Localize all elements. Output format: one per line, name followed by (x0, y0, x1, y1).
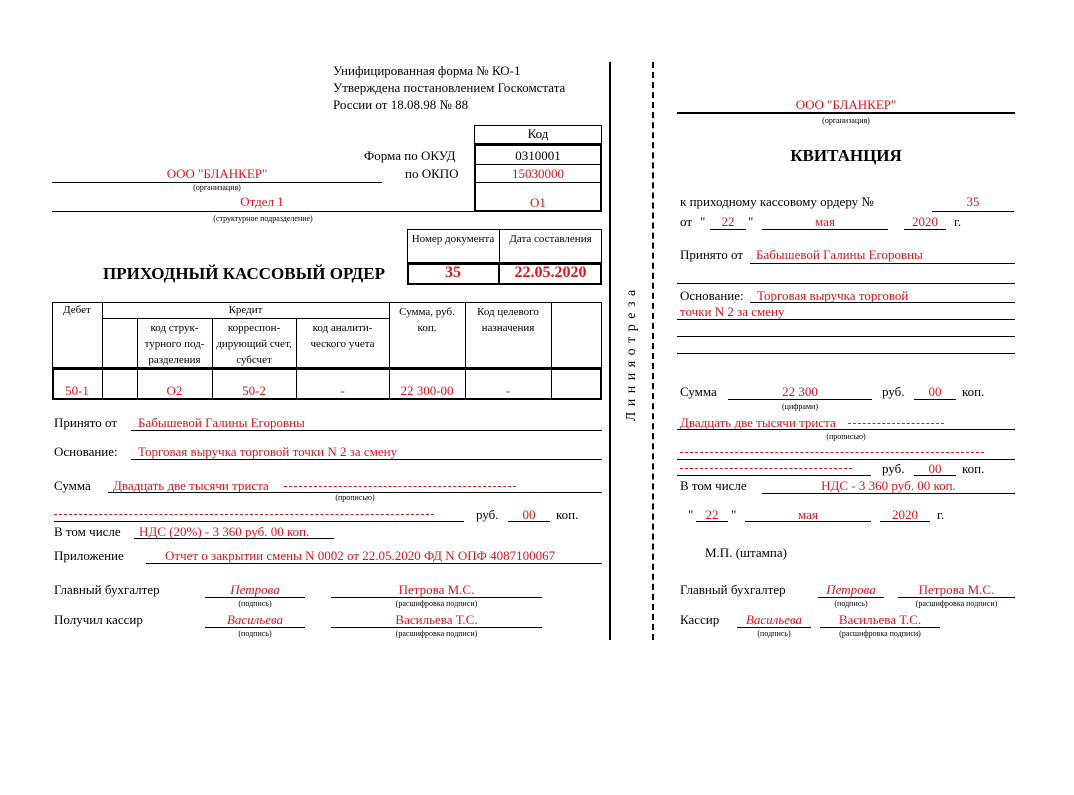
receipt-received-label: Принято от (680, 247, 744, 262)
chief-signature: Петрова (230, 582, 280, 597)
receipt-order-label: к приходному кассовому ордеру № (680, 194, 874, 209)
attachment-value: Отчет о закрытии смены N 0002 от 22.05.2020 ФД N ОПФ 4087100067 (165, 548, 556, 563)
receipt-chief-decode-caption: (расшифровка подписи) (915, 599, 998, 608)
basis-label: Основание: (54, 444, 118, 459)
received-from-value: Бабышевой Галины Егоровны (138, 415, 305, 430)
dept-code-value: O1 (530, 195, 546, 210)
received-from-label: Принято от (54, 415, 118, 430)
okud-label: Форма по ОКУД (364, 148, 456, 163)
receipt-year: 2020 (912, 214, 938, 229)
row-purpose: - (505, 383, 511, 398)
row-analyt: - (340, 383, 345, 398)
cut-line-label-wrap (620, 200, 644, 510)
department-name: Отдел 1 (240, 194, 284, 209)
okpo-label: по ОКПО (405, 166, 459, 181)
date-header: Дата составления (509, 233, 592, 245)
basis-value: Торговая выручка торговой точки N 2 за смену (138, 444, 398, 459)
receipt-kop-label-2: коп. (962, 461, 985, 476)
receipt-words-caption: (прописью) (826, 432, 866, 441)
debit-header: Дебет (63, 304, 91, 316)
form-header-line1: Унифицированная форма № КО-1 (333, 63, 521, 78)
receipt-day: 22 (721, 214, 735, 229)
okud-value: 0310001 (515, 148, 561, 163)
receipt-year-2: 2020 (892, 507, 918, 522)
receipt-month: мая (815, 214, 835, 229)
number-header: Номер документа (411, 233, 495, 245)
sum-words-value: Двадцать две тысячи триста (113, 478, 269, 493)
org-name: ООО "БЛАНКЕР" (166, 166, 268, 181)
receipt-received-value: Бабышевой Галины Егоровны (756, 247, 923, 262)
okpo-value: 15030000 (512, 166, 564, 181)
receipt-basis-line1: Торговая выручка торговой (757, 288, 909, 303)
chief-name: Петрова М.С. (398, 582, 475, 597)
receipt-basis-label: Основание: (680, 288, 744, 303)
receipt-cashier-signature: Васильева (745, 612, 803, 627)
receipt-chief-sign-caption: (подпись) (834, 599, 868, 608)
solid-divider (609, 62, 611, 640)
receipt-basis-line2: точки N 2 за смену (680, 304, 785, 319)
row-debit: 50-1 (65, 383, 89, 398)
receipt-chief-name: Петрова М.С. (918, 582, 995, 597)
receipt-sum-digits: 22 300 (782, 384, 818, 399)
chief-sign-caption: (подпись) (238, 599, 272, 608)
credit-header: Кредит (228, 304, 263, 316)
receipt-year-suffix-2: г. (937, 507, 945, 522)
sum-label: Сумма (54, 478, 91, 493)
receipt-rub-label: руб. (882, 384, 905, 399)
receipt-year-suffix: г. (954, 214, 962, 229)
receipt-kop-label: коп. (962, 384, 985, 399)
receipt-kop: 00 (928, 384, 942, 399)
receipt-day-2: 22 (705, 507, 719, 522)
receipt-sum-label: Сумма (680, 384, 717, 399)
department-caption: (структурное подразделение) (213, 214, 313, 223)
chief-decode-caption: (расшифровка подписи) (395, 599, 478, 608)
purpose-header: Код целевого назначения (477, 306, 539, 334)
kop-label: коп. (556, 507, 579, 522)
receipt-from-label: от (680, 214, 693, 229)
cashier-signature: Васильева (226, 612, 284, 627)
struct-code-header: код струк- турного под- разделения (144, 322, 205, 366)
receipt-order-number: 35 (966, 194, 980, 209)
attachment-label: Приложение (54, 548, 124, 563)
cashier-sign-caption: (подпись) (238, 629, 272, 638)
form-header-line2: Утверждена постановлением Госкомстата (333, 80, 566, 95)
receipt-org-caption: (организация) (822, 116, 870, 125)
receipt-digits-caption: (цифрами) (782, 402, 818, 411)
cut-divider (652, 62, 654, 640)
including-label: В том числе (54, 524, 121, 539)
receipt-cashier-label: Кассир (680, 612, 720, 627)
org-caption: (организация) (193, 183, 241, 192)
receipt-month-2: мая (798, 507, 818, 522)
chief-label: Главный бухгалтер (54, 582, 160, 597)
row-struct: O2 (166, 383, 183, 398)
receipt-cashier-sign-caption: (подпись) (757, 629, 791, 638)
form-header-line3: России от 18.08.98 № 88 (333, 97, 469, 112)
receipt-including-label: В том числе (680, 478, 747, 493)
receipt-including-value: НДС - 3 360 руб. 00 коп. (821, 478, 956, 493)
rub-label: руб. (476, 507, 499, 522)
row-corr: 50-2 (242, 383, 266, 398)
codes-header: Код (527, 126, 549, 141)
sum-header: Сумма, руб. коп. (399, 306, 455, 334)
cashier-decode-caption: (расшифровка подписи) (395, 629, 478, 638)
receipt-title: КВИТАНЦИЯ (790, 146, 902, 165)
including-value: НДС (20%) - 3 360 руб. 00 коп. (139, 524, 310, 539)
receipt-kop-2: 00 (928, 461, 942, 476)
cashier-label: Получил кассир (54, 612, 143, 627)
corr-account-header: корреспон- дирующий счет, субсчет (216, 322, 292, 366)
cut-line-label: Л и н и я о т р е з а (624, 288, 639, 422)
kop-value: 00 (522, 507, 536, 522)
document-date: 22.05.2020 (514, 264, 587, 281)
receipt-rub-label-2: руб. (882, 461, 905, 476)
row-sum: 22 300-00 (400, 383, 454, 398)
receipt-stamp: М.П. (штампа) (705, 545, 787, 560)
analyt-code-header: код аналити- ческого учета (310, 322, 375, 350)
receipt-cashier-decode-caption: (расшифровка подписи) (839, 629, 921, 638)
receipt-cashier-name: Васильева Т.С. (838, 612, 922, 627)
cashier-name: Васильева Т.С. (395, 612, 478, 627)
sum-words-caption: (прописью) (335, 493, 375, 502)
receipt-sum-words: Двадцать две тысячи триста (680, 415, 836, 430)
receipt-org: ООО "БЛАНКЕР" (795, 97, 897, 112)
document-title: ПРИХОДНЫЙ КАССОВЫЙ ОРДЕР (103, 264, 385, 283)
receipt-chief-label: Главный бухгалтер (680, 582, 786, 597)
document-number: 35 (445, 264, 461, 281)
receipt-chief-signature: Петрова (826, 582, 876, 597)
